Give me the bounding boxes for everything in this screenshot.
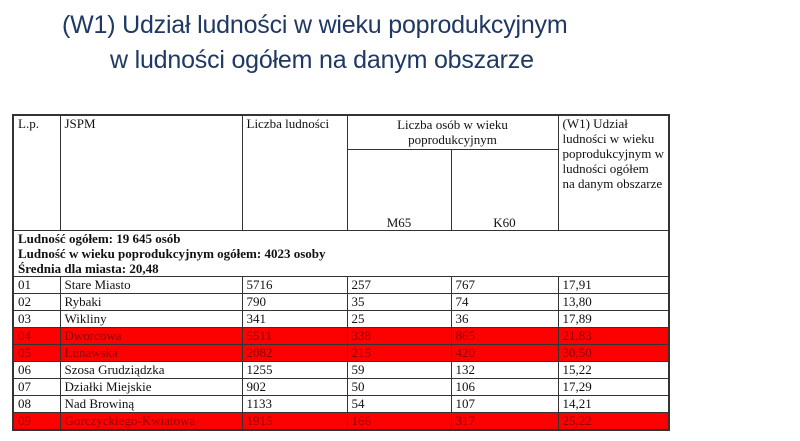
cell-w1: 14,21 <box>558 396 669 413</box>
cell-k60: 36 <box>451 311 558 328</box>
cell-jspm: Łunawska <box>60 345 242 362</box>
cell-jspm: Działki Miejskie <box>60 379 242 396</box>
cell-population: 5511 <box>242 328 347 345</box>
table-row <box>13 362 669 379</box>
cell-m65: 215 <box>347 345 451 362</box>
cell-lp: 04 <box>13 328 60 345</box>
table-row <box>13 328 669 345</box>
cell-k60: 106 <box>451 379 558 396</box>
table-body <box>13 277 669 431</box>
cell-m65: 257 <box>347 277 451 294</box>
cell-population: 790 <box>242 294 347 311</box>
cell-m65: 338 <box>347 328 451 345</box>
cell-w1: 13,80 <box>558 294 669 311</box>
cell-k60: 74 <box>451 294 558 311</box>
table-row <box>13 413 669 431</box>
cell-lp: 05 <box>13 345 60 362</box>
header-lp: L.p. <box>13 115 60 231</box>
cell-jspm: Nad Browiną <box>60 396 242 413</box>
cell-k60: 317 <box>451 413 558 431</box>
cell-population: 1255 <box>242 362 347 379</box>
summary-city-average: Średnia dla miasta: 20,48 <box>18 261 159 276</box>
cell-lp: 09 <box>13 413 60 431</box>
cell-jspm: Dworcowa <box>60 328 242 345</box>
cell-lp: 03 <box>13 311 60 328</box>
cell-w1: 15,22 <box>558 362 669 379</box>
cell-m65: 54 <box>347 396 451 413</box>
cell-k60: 132 <box>451 362 558 379</box>
table-row <box>13 345 669 362</box>
cell-w1: 30,50 <box>558 345 669 362</box>
summary-total-population: Ludność ogółem: 19 645 osób <box>18 231 181 246</box>
cell-m65: 166 <box>347 413 451 431</box>
table-row <box>13 396 669 413</box>
header-k60: K60 <box>451 150 558 231</box>
cell-m65: 50 <box>347 379 451 396</box>
cell-m65: 35 <box>347 294 451 311</box>
cell-jspm: Szosa Grudziądzka <box>60 362 242 379</box>
cell-lp: 07 <box>13 379 60 396</box>
cell-jspm: Wikliny <box>60 311 242 328</box>
cell-k60: 865 <box>451 328 558 345</box>
cell-jspm: Stare Miasto <box>60 277 242 294</box>
cell-w1: 25,22 <box>558 413 669 431</box>
slide-title-line-2: w ludności ogółem na danym obszarze <box>110 46 534 74</box>
table-row <box>13 379 669 396</box>
table-row <box>13 277 669 294</box>
cell-population: 2082 <box>242 345 347 362</box>
cell-population: 1133 <box>242 396 347 413</box>
cell-lp: 08 <box>13 396 60 413</box>
cell-m65: 25 <box>347 311 451 328</box>
population-table <box>12 114 670 431</box>
cell-m65: 59 <box>347 362 451 379</box>
cell-population: 1915 <box>242 413 347 431</box>
cell-k60: 767 <box>451 277 558 294</box>
cell-k60: 420 <box>451 345 558 362</box>
cell-lp: 02 <box>13 294 60 311</box>
cell-population: 341 <box>242 311 347 328</box>
summary-cell <box>13 231 669 277</box>
cell-lp: 06 <box>13 362 60 379</box>
cell-w1: 17,29 <box>558 379 669 396</box>
header-jspm: JSPM <box>60 115 242 231</box>
table-row <box>13 311 669 328</box>
slide-title-line-1: (W1) Udział ludności w wieku poprodukcyjnym <box>62 11 568 39</box>
cell-population: 902 <box>242 379 347 396</box>
cell-k60: 107 <box>451 396 558 413</box>
header-m65: M65 <box>347 150 451 231</box>
header-population: Liczba ludności <box>242 115 347 231</box>
header-post-working-group: Liczba osób w wieku poprodukcyjnym <box>347 115 558 150</box>
summary-total-post-working: Ludność w wieku poprodukcyjnym ogółem: 4023 osoby <box>18 246 326 261</box>
cell-population: 5716 <box>242 277 347 294</box>
header-w1: (W1) Udział ludności w wieku poprodukcyjnym w ludności ogółem na danym obszarze <box>558 115 669 231</box>
cell-w1: 21,83 <box>558 328 669 345</box>
table-row <box>13 294 669 311</box>
cell-jspm: Gorczyckiego-Kwiatowa <box>60 413 242 431</box>
cell-w1: 17,91 <box>558 277 669 294</box>
cell-w1: 17,89 <box>558 311 669 328</box>
cell-jspm: Rybaki <box>60 294 242 311</box>
cell-lp: 01 <box>13 277 60 294</box>
